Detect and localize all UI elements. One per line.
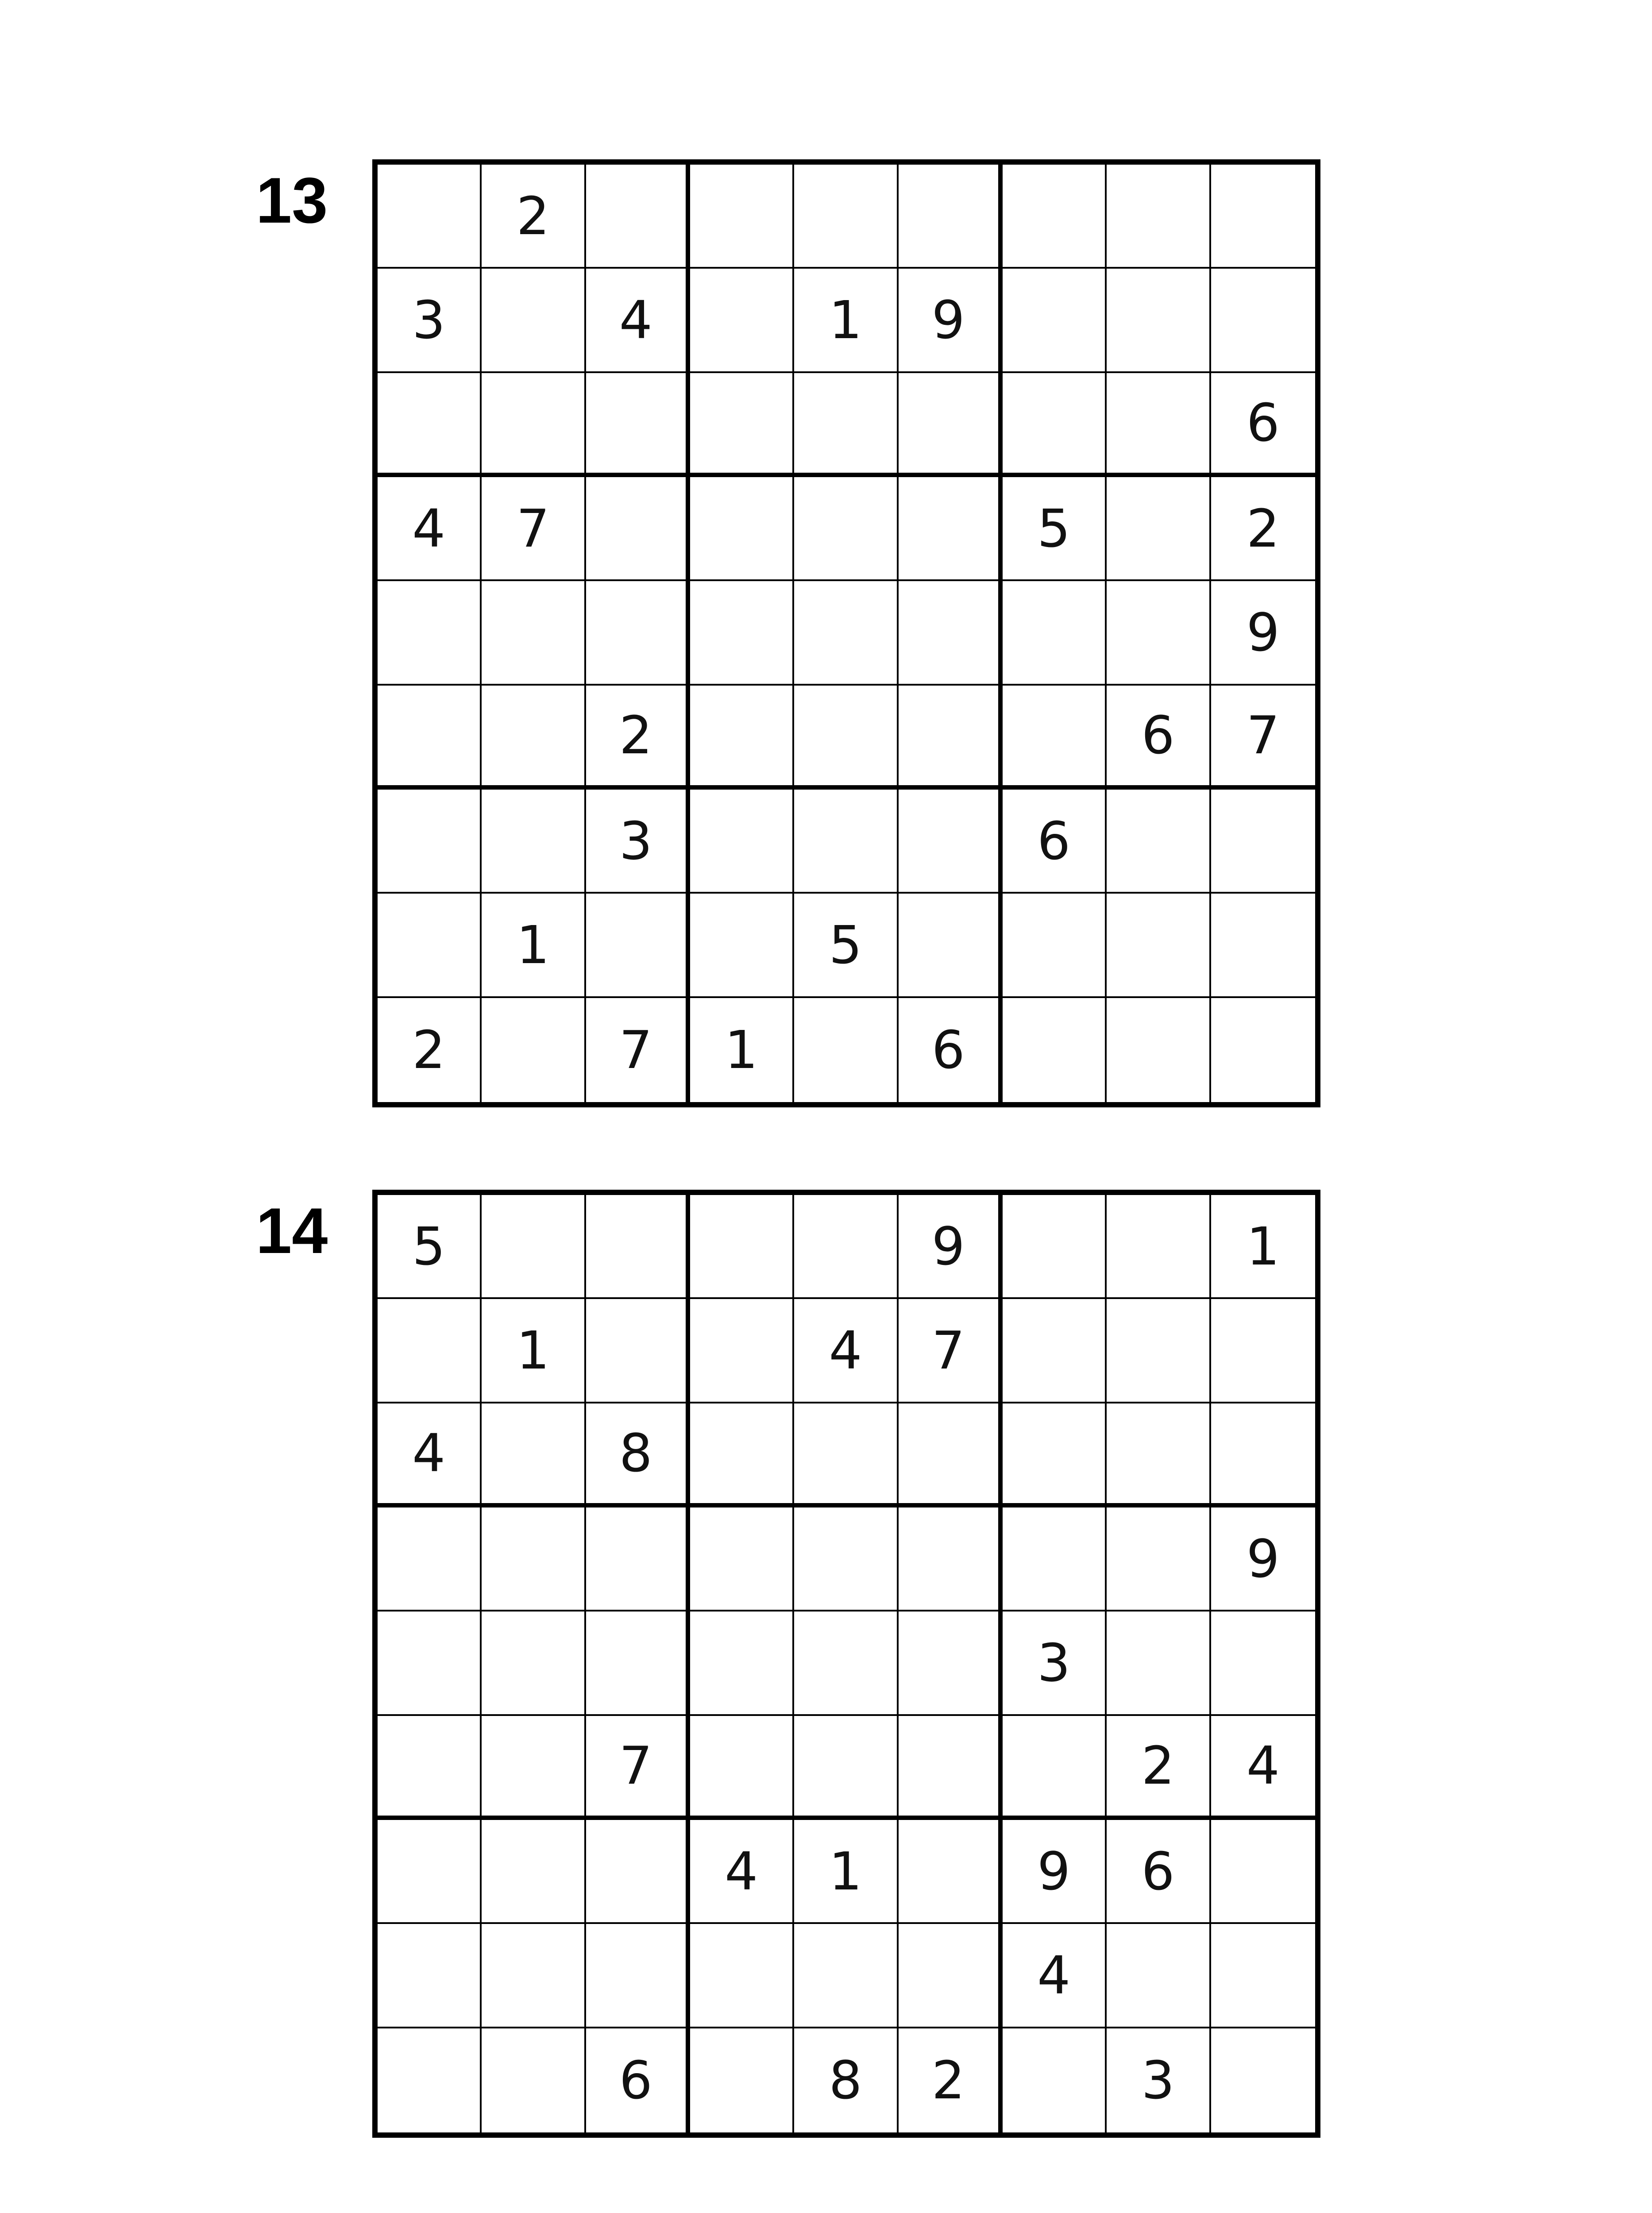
sudoku-cell[interactable] <box>899 686 1003 790</box>
sudoku-cell[interactable] <box>794 165 898 269</box>
sudoku-cell[interactable] <box>482 269 586 373</box>
sudoku-cell[interactable] <box>1003 1507 1107 1612</box>
sudoku-cell[interactable] <box>1107 1924 1211 2028</box>
sudoku-cell[interactable] <box>794 686 898 790</box>
cell-digit: 9 <box>931 1215 965 1277</box>
sudoku-cell[interactable] <box>482 1924 586 2028</box>
sudoku-cell[interactable] <box>899 1299 1003 1403</box>
sudoku-cell[interactable] <box>690 1716 794 1820</box>
sudoku-cell[interactable] <box>378 2028 482 2132</box>
sudoku-cell[interactable] <box>482 1299 586 1403</box>
sudoku-cell[interactable] <box>1003 165 1107 269</box>
sudoku-cell[interactable] <box>690 1820 794 1924</box>
sudoku-cell[interactable] <box>378 373 482 477</box>
sudoku-cell[interactable] <box>1107 790 1211 894</box>
sudoku-cell[interactable] <box>1107 165 1211 269</box>
sudoku-cell[interactable] <box>1107 269 1211 373</box>
sudoku-cell[interactable] <box>1211 1716 1315 1820</box>
sudoku-cell[interactable] <box>690 1507 794 1612</box>
sudoku-cell[interactable] <box>1211 998 1315 1102</box>
cell-digit: 6 <box>1141 1840 1175 1902</box>
sudoku-cell[interactable] <box>378 1716 482 1820</box>
cell-digit: 4 <box>412 497 446 559</box>
sudoku-cell[interactable] <box>586 998 690 1102</box>
sudoku-cell[interactable] <box>482 477 586 581</box>
sudoku-cell[interactable] <box>690 998 794 1102</box>
sudoku-cell[interactable] <box>482 1820 586 1924</box>
sudoku-cell[interactable] <box>690 269 794 373</box>
sudoku-cell[interactable] <box>378 165 482 269</box>
sudoku-cell[interactable] <box>1107 2028 1211 2132</box>
sudoku-cell[interactable] <box>794 373 898 477</box>
cell-digit: 6 <box>1246 392 1280 454</box>
sudoku-cell[interactable] <box>899 1716 1003 1820</box>
sudoku-cell[interactable] <box>482 1403 586 1507</box>
sudoku-cell[interactable] <box>1211 477 1315 581</box>
sudoku-cell[interactable] <box>1211 581 1315 685</box>
sudoku-cell[interactable] <box>1107 1820 1211 1924</box>
sudoku-cell[interactable] <box>586 2028 690 2132</box>
sudoku-cell[interactable] <box>1003 477 1107 581</box>
cell-digit: 4 <box>725 1840 758 1902</box>
sudoku-cell[interactable] <box>1003 686 1107 790</box>
cell-digit: 3 <box>619 810 652 871</box>
sudoku-cell[interactable] <box>1211 1924 1315 2028</box>
sudoku-cell[interactable] <box>1107 373 1211 477</box>
sudoku-cell[interactable] <box>482 2028 586 2132</box>
sudoku-cell[interactable] <box>1211 373 1315 477</box>
sudoku-cell[interactable] <box>1211 165 1315 269</box>
sudoku-cell[interactable] <box>1003 1403 1107 1507</box>
sudoku-cell[interactable] <box>690 165 794 269</box>
sudoku-cell[interactable] <box>482 1716 586 1820</box>
cell-digit: 2 <box>619 705 652 766</box>
sudoku-cell[interactable] <box>378 1820 482 1924</box>
sudoku-cell[interactable] <box>586 373 690 477</box>
sudoku-cell[interactable] <box>378 894 482 998</box>
sudoku-cell[interactable] <box>586 1299 690 1403</box>
cell-digit: 9 <box>1246 1528 1280 1589</box>
cell-digit: 7 <box>619 1019 652 1081</box>
sudoku-cell[interactable] <box>1003 1195 1107 1299</box>
sudoku-cell[interactable] <box>1211 1820 1315 1924</box>
sudoku-cell[interactable] <box>586 1195 690 1299</box>
sudoku-cell[interactable] <box>482 1195 586 1299</box>
cell-digit: 8 <box>829 2050 862 2111</box>
sudoku-cell[interactable] <box>690 790 794 894</box>
sudoku-cell[interactable] <box>794 1403 898 1507</box>
sudoku-cell[interactable] <box>1211 1612 1315 1716</box>
sudoku-cell[interactable] <box>586 1507 690 1612</box>
sudoku-cell[interactable] <box>1003 998 1107 1102</box>
sudoku-cell[interactable] <box>899 1403 1003 1507</box>
sudoku-cell[interactable] <box>794 1299 898 1403</box>
sudoku-cell[interactable] <box>1107 1507 1211 1612</box>
sudoku-cell[interactable] <box>899 2028 1003 2132</box>
sudoku-cell[interactable] <box>899 477 1003 581</box>
sudoku-cell[interactable] <box>586 269 690 373</box>
cell-digit: 4 <box>619 289 652 351</box>
sudoku-cell[interactable] <box>899 998 1003 1102</box>
cell-digit: 2 <box>1246 497 1280 559</box>
cell-digit: 4 <box>412 1423 446 1484</box>
sudoku-cell[interactable] <box>794 790 898 894</box>
sudoku-cell[interactable] <box>899 790 1003 894</box>
cell-digit: 7 <box>619 1735 652 1797</box>
cell-digit: 3 <box>1141 2050 1175 2111</box>
sudoku-puzzle-14 <box>0 1190 1652 2163</box>
sudoku-cell[interactable] <box>899 1820 1003 1924</box>
sudoku-puzzle-13 <box>0 159 1652 1133</box>
cell-digit: 2 <box>931 2050 965 2111</box>
cell-digit: 1 <box>725 1019 758 1081</box>
sudoku-cell[interactable] <box>899 581 1003 685</box>
cell-digit: 7 <box>931 1319 965 1381</box>
sudoku-cell[interactable] <box>899 269 1003 373</box>
sudoku-cell[interactable] <box>1107 1716 1211 1820</box>
sudoku-cell[interactable] <box>378 581 482 685</box>
puzzle-number: 14 <box>256 1195 328 1267</box>
cell-digit: 9 <box>1037 1840 1071 1902</box>
puzzle-number: 13 <box>256 164 328 236</box>
sudoku-cell[interactable] <box>1003 373 1107 477</box>
sudoku-cell[interactable] <box>1211 1195 1315 1299</box>
cell-digit: 4 <box>1246 1735 1280 1797</box>
sudoku-cell[interactable] <box>794 1716 898 1820</box>
sudoku-cell[interactable] <box>1107 581 1211 685</box>
sudoku-cell[interactable] <box>1107 1612 1211 1716</box>
sudoku-cell[interactable] <box>794 269 898 373</box>
sudoku-cell[interactable] <box>899 373 1003 477</box>
sudoku-cell[interactable] <box>794 1195 898 1299</box>
sudoku-cell[interactable] <box>378 998 482 1102</box>
sudoku-cell[interactable] <box>378 686 482 790</box>
cell-digit: 5 <box>1037 497 1071 559</box>
sudoku-cell[interactable] <box>690 894 794 998</box>
sudoku-cell[interactable] <box>1211 1403 1315 1507</box>
sudoku-cell[interactable] <box>1003 894 1107 998</box>
cell-digit: 7 <box>516 497 550 559</box>
sudoku-cell[interactable] <box>482 165 586 269</box>
cell-digit: 1 <box>829 1840 862 1902</box>
sudoku-cell[interactable] <box>1107 686 1211 790</box>
sudoku-cell[interactable] <box>690 373 794 477</box>
cell-digit: 8 <box>619 1423 652 1484</box>
sudoku-cell[interactable] <box>1211 1299 1315 1403</box>
cell-digit: 2 <box>412 1019 446 1081</box>
sudoku-cell[interactable] <box>794 1612 898 1716</box>
sudoku-cell[interactable] <box>794 998 898 1102</box>
sudoku-cell[interactable] <box>378 269 482 373</box>
cell-digit: 6 <box>931 1019 965 1081</box>
sudoku-cell[interactable] <box>899 1924 1003 2028</box>
sudoku-cell[interactable] <box>690 1403 794 1507</box>
cell-digit: 1 <box>829 289 862 351</box>
sudoku-cell[interactable] <box>586 1820 690 1924</box>
sudoku-cell[interactable] <box>586 790 690 894</box>
sudoku-cell[interactable] <box>1211 269 1315 373</box>
sudoku-cell[interactable] <box>482 1612 586 1716</box>
sudoku-cell[interactable] <box>794 1820 898 1924</box>
sudoku-grid <box>372 1190 1320 2138</box>
sudoku-cell[interactable] <box>899 165 1003 269</box>
cell-digit: 4 <box>829 1319 862 1381</box>
cell-digit: 6 <box>619 2050 652 2111</box>
sudoku-cell[interactable] <box>586 686 690 790</box>
sudoku-cell[interactable] <box>482 686 586 790</box>
sudoku-cell[interactable] <box>1211 790 1315 894</box>
sudoku-cell[interactable] <box>794 1507 898 1612</box>
sudoku-cell[interactable] <box>1107 1299 1211 1403</box>
sudoku-cell[interactable] <box>1107 1403 1211 1507</box>
sudoku-cell[interactable] <box>482 790 586 894</box>
sudoku-cell[interactable] <box>586 1924 690 2028</box>
cell-digit: 6 <box>1141 705 1175 766</box>
sudoku-cell[interactable] <box>1107 477 1211 581</box>
sudoku-cell[interactable] <box>586 1612 690 1716</box>
sudoku-cell[interactable] <box>794 894 898 998</box>
cell-digit: 1 <box>516 1319 550 1381</box>
sudoku-cell[interactable] <box>794 477 898 581</box>
sudoku-cell[interactable] <box>1107 1195 1211 1299</box>
sudoku-cell[interactable] <box>1003 581 1107 685</box>
sudoku-cell[interactable] <box>1107 894 1211 998</box>
sudoku-cell[interactable] <box>690 581 794 685</box>
cell-digit: 6 <box>1037 810 1071 871</box>
sudoku-cell[interactable] <box>690 1924 794 2028</box>
sudoku-cell[interactable] <box>586 1716 690 1820</box>
sudoku-cell[interactable] <box>378 1299 482 1403</box>
cell-digit: 7 <box>1246 705 1280 766</box>
sudoku-cell[interactable] <box>586 581 690 685</box>
sudoku-cell[interactable] <box>1003 1299 1107 1403</box>
sudoku-cell[interactable] <box>586 477 690 581</box>
sudoku-cell[interactable] <box>899 894 1003 998</box>
sudoku-cell[interactable] <box>1003 1820 1107 1924</box>
sudoku-cell[interactable] <box>899 1612 1003 1716</box>
sudoku-cell[interactable] <box>690 477 794 581</box>
sudoku-cell[interactable] <box>1003 1716 1107 1820</box>
sudoku-cell[interactable] <box>482 373 586 477</box>
cell-digit: 3 <box>412 289 446 351</box>
cell-digit: 4 <box>1037 1944 1071 2006</box>
sudoku-cell[interactable] <box>690 2028 794 2132</box>
sudoku-cell[interactable] <box>1211 1507 1315 1612</box>
sudoku-cell[interactable] <box>690 1195 794 1299</box>
cell-digit: 5 <box>829 914 862 975</box>
sudoku-grid <box>372 159 1320 1107</box>
sudoku-cell[interactable] <box>378 1507 482 1612</box>
sudoku-cell[interactable] <box>482 1507 586 1612</box>
sudoku-cell[interactable] <box>690 686 794 790</box>
sudoku-cell[interactable] <box>378 1195 482 1299</box>
cell-digit: 2 <box>516 185 550 247</box>
sudoku-cell[interactable] <box>794 1924 898 2028</box>
cell-digit: 1 <box>1246 1215 1280 1277</box>
sudoku-cell[interactable] <box>1211 2028 1315 2132</box>
sudoku-cell[interactable] <box>586 1403 690 1507</box>
sudoku-cell[interactable] <box>899 1195 1003 1299</box>
sudoku-cell[interactable] <box>899 1507 1003 1612</box>
cell-digit: 9 <box>1246 601 1280 663</box>
sudoku-cell[interactable] <box>378 790 482 894</box>
sudoku-cell[interactable] <box>1003 790 1107 894</box>
sudoku-cell[interactable] <box>586 894 690 998</box>
sudoku-cell[interactable] <box>378 1403 482 1507</box>
sudoku-cell[interactable] <box>1211 894 1315 998</box>
sudoku-cell[interactable] <box>378 1924 482 2028</box>
cell-digit: 1 <box>516 914 550 975</box>
sudoku-cell[interactable] <box>378 477 482 581</box>
sudoku-cell[interactable] <box>482 894 586 998</box>
cell-digit: 5 <box>412 1215 446 1277</box>
sudoku-cell[interactable] <box>1003 2028 1107 2132</box>
sudoku-cell[interactable] <box>794 2028 898 2132</box>
sudoku-cell[interactable] <box>482 581 586 685</box>
cell-digit: 9 <box>931 289 965 351</box>
sudoku-cell[interactable] <box>690 1612 794 1716</box>
sudoku-cell[interactable] <box>690 1299 794 1403</box>
sudoku-cell[interactable] <box>482 998 586 1102</box>
sudoku-cell[interactable] <box>378 1612 482 1716</box>
sudoku-cell[interactable] <box>1003 1612 1107 1716</box>
cell-digit: 3 <box>1037 1632 1071 1693</box>
sudoku-cell[interactable] <box>794 581 898 685</box>
cell-digit: 2 <box>1141 1735 1175 1797</box>
sudoku-cell[interactable] <box>586 165 690 269</box>
sudoku-cell[interactable] <box>1107 998 1211 1102</box>
sudoku-cell[interactable] <box>1211 686 1315 790</box>
sudoku-cell[interactable] <box>1003 1924 1107 2028</box>
sudoku-cell[interactable] <box>1003 269 1107 373</box>
